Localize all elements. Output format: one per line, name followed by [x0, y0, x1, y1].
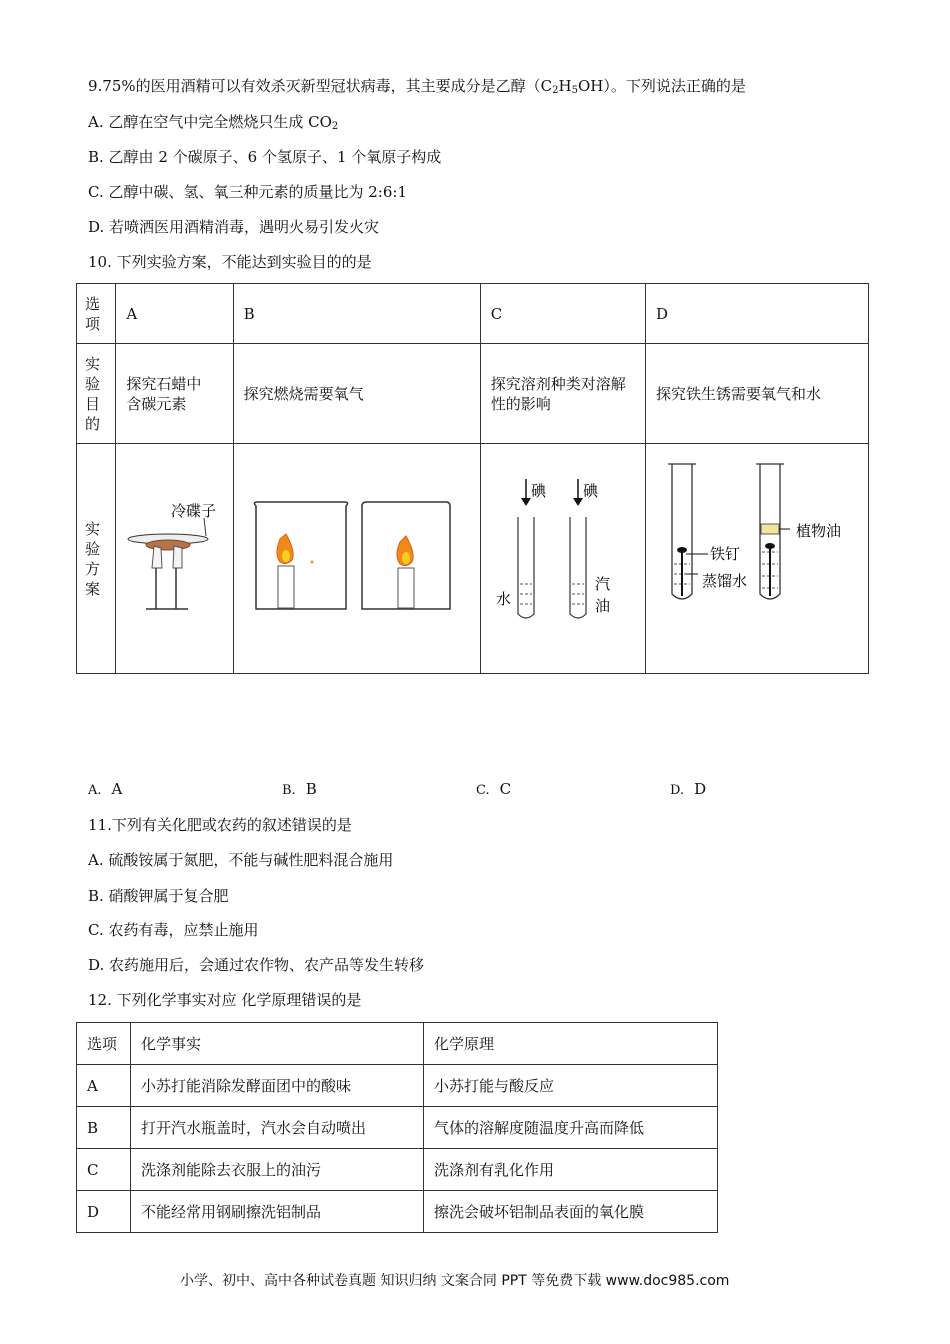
q10-plan-d: [646, 444, 869, 674]
table-row: [77, 1149, 718, 1191]
q10-goal-b: 探究燃烧需要氧气: [233, 344, 480, 444]
q11-stem: 11.下列有关化肥或农药的叙述错误的是: [88, 816, 352, 834]
footer-text: 小学、初中、高中各种试卷真题 知识归纳 文案合同 PPT 等免费下载 www.doc985.com: [180, 1273, 730, 1289]
label-gasoline-1: 汽: [594, 575, 610, 593]
q12-row-c-option: C: [77, 1149, 131, 1191]
iron-rust-diagram: [646, 444, 868, 669]
q10-plan-c: [480, 444, 645, 674]
q12-row-c-principle: 洗涤剂有乳化作用: [424, 1149, 718, 1191]
label-distilled-water: 蒸馏水: [702, 572, 748, 590]
label-water: 水: [495, 590, 511, 608]
q10-col-b: B: [233, 284, 480, 344]
label-iodine-2: 碘: [582, 482, 598, 500]
q12-row-c-fact: 洗涤剂能除去衣服上的油污: [131, 1149, 424, 1191]
q10-stem: 10. 下列实验方案，不能达到实验目的的是: [88, 253, 372, 271]
q12-row-d-option: D: [77, 1191, 131, 1233]
table-row: [77, 1191, 718, 1233]
label-iodine-1: 碘: [530, 482, 546, 500]
q11-option-d: D. 农药施用后，会通过农作物、农产品等发生转移: [88, 956, 425, 974]
q12-row-b-fact: 打开汽水瓶盖时，汽水会自动喷出: [131, 1107, 424, 1149]
iodine-solvent-diagram: [481, 444, 644, 669]
q12-row-a-principle: 小苏打能与酸反应: [424, 1065, 718, 1107]
q9-option-d: D. 若喷洒医用酒精消毒，遇明火易引发火灾: [88, 218, 380, 236]
q10-goal-c: 探究溶剂种类对溶解性的影响: [480, 344, 645, 444]
q12-row-b-principle: 气体的溶解度随温度升高而降低: [424, 1107, 718, 1149]
cold-dish-candle-diagram: [116, 444, 231, 669]
q10-header-goal: 实验目的: [77, 344, 116, 444]
q9-stem: 9.75%的医用酒精可以有效杀灭新型冠状病毒，其主要成分是乙醇$(C_2H_5OH)$。下列说法正确的是: [88, 77, 746, 96]
q12-header-option: 选项: [77, 1023, 131, 1065]
q11-option-a: A. 硫酸铵属于氮肥，不能与碱性肥料混合施用: [88, 851, 394, 869]
q12-row-a-fact: 小苏打能消除发酵面团中的酸味: [131, 1065, 424, 1107]
label-gasoline-2: 油: [594, 597, 610, 615]
q10-answer-d: D. D: [670, 780, 707, 798]
q10-plan-b: [233, 444, 480, 674]
label-cold-dish: 冷碟子: [171, 502, 217, 520]
q10-header-option: 选项: [77, 284, 116, 344]
q10-goal-a: 探究石蜡中含碳元素: [116, 344, 233, 444]
q12-row-b-option: B: [77, 1107, 131, 1149]
q10-col-a: A: [116, 284, 233, 344]
q10-plan-a: [116, 444, 233, 674]
q12-row-d-fact: 不能经常用钢刷擦洗铝制品: [131, 1191, 424, 1233]
q10-header-plan: 实验方案: [77, 444, 116, 674]
q12-stem: 12. 下列化学事实对应 化学原理错误的是: [88, 991, 362, 1009]
table-row: [77, 1065, 718, 1107]
q9-option-c: C. 乙醇中碳、氢、氧三种元素的质量比为 2:6:1: [88, 183, 407, 201]
q10-goal-d: 探究铁生锈需要氧气和水: [646, 344, 869, 444]
q12-header-fact: 化学事实: [131, 1023, 424, 1065]
q10-table: [76, 283, 869, 674]
q9-option-a: A. 乙醇在空气中完全燃烧只生成 $CO_2$: [88, 113, 339, 132]
q10-answer-c: C. C: [476, 780, 512, 798]
q10-col-c: C: [480, 284, 645, 344]
label-iron-nail: 铁钉: [710, 545, 741, 563]
label-vegetable-oil: 植物油: [796, 522, 842, 540]
q11-option-c: C. 农药有毒，应禁止施用: [88, 921, 259, 939]
q10-answer-a: A. A: [88, 780, 123, 798]
q10-answer-b: B. B: [282, 780, 317, 798]
q12-header-principle: 化学原理: [424, 1023, 718, 1065]
q10-col-d: D: [646, 284, 869, 344]
table-row: [77, 1107, 718, 1149]
q9-option-b: B. 乙醇由 2 个碳原子、6 个氢原子、1 个氧原子构成: [88, 148, 442, 166]
q12-table: [76, 1022, 718, 1233]
q12-row-d-principle: 擦洗会破坏铝制品表面的氧化膜: [424, 1191, 718, 1233]
q11-option-b: B. 硝酸钾属于复合肥: [88, 887, 229, 905]
q12-row-a-option: A: [77, 1065, 131, 1107]
candles-beakers-diagram: [234, 444, 479, 669]
